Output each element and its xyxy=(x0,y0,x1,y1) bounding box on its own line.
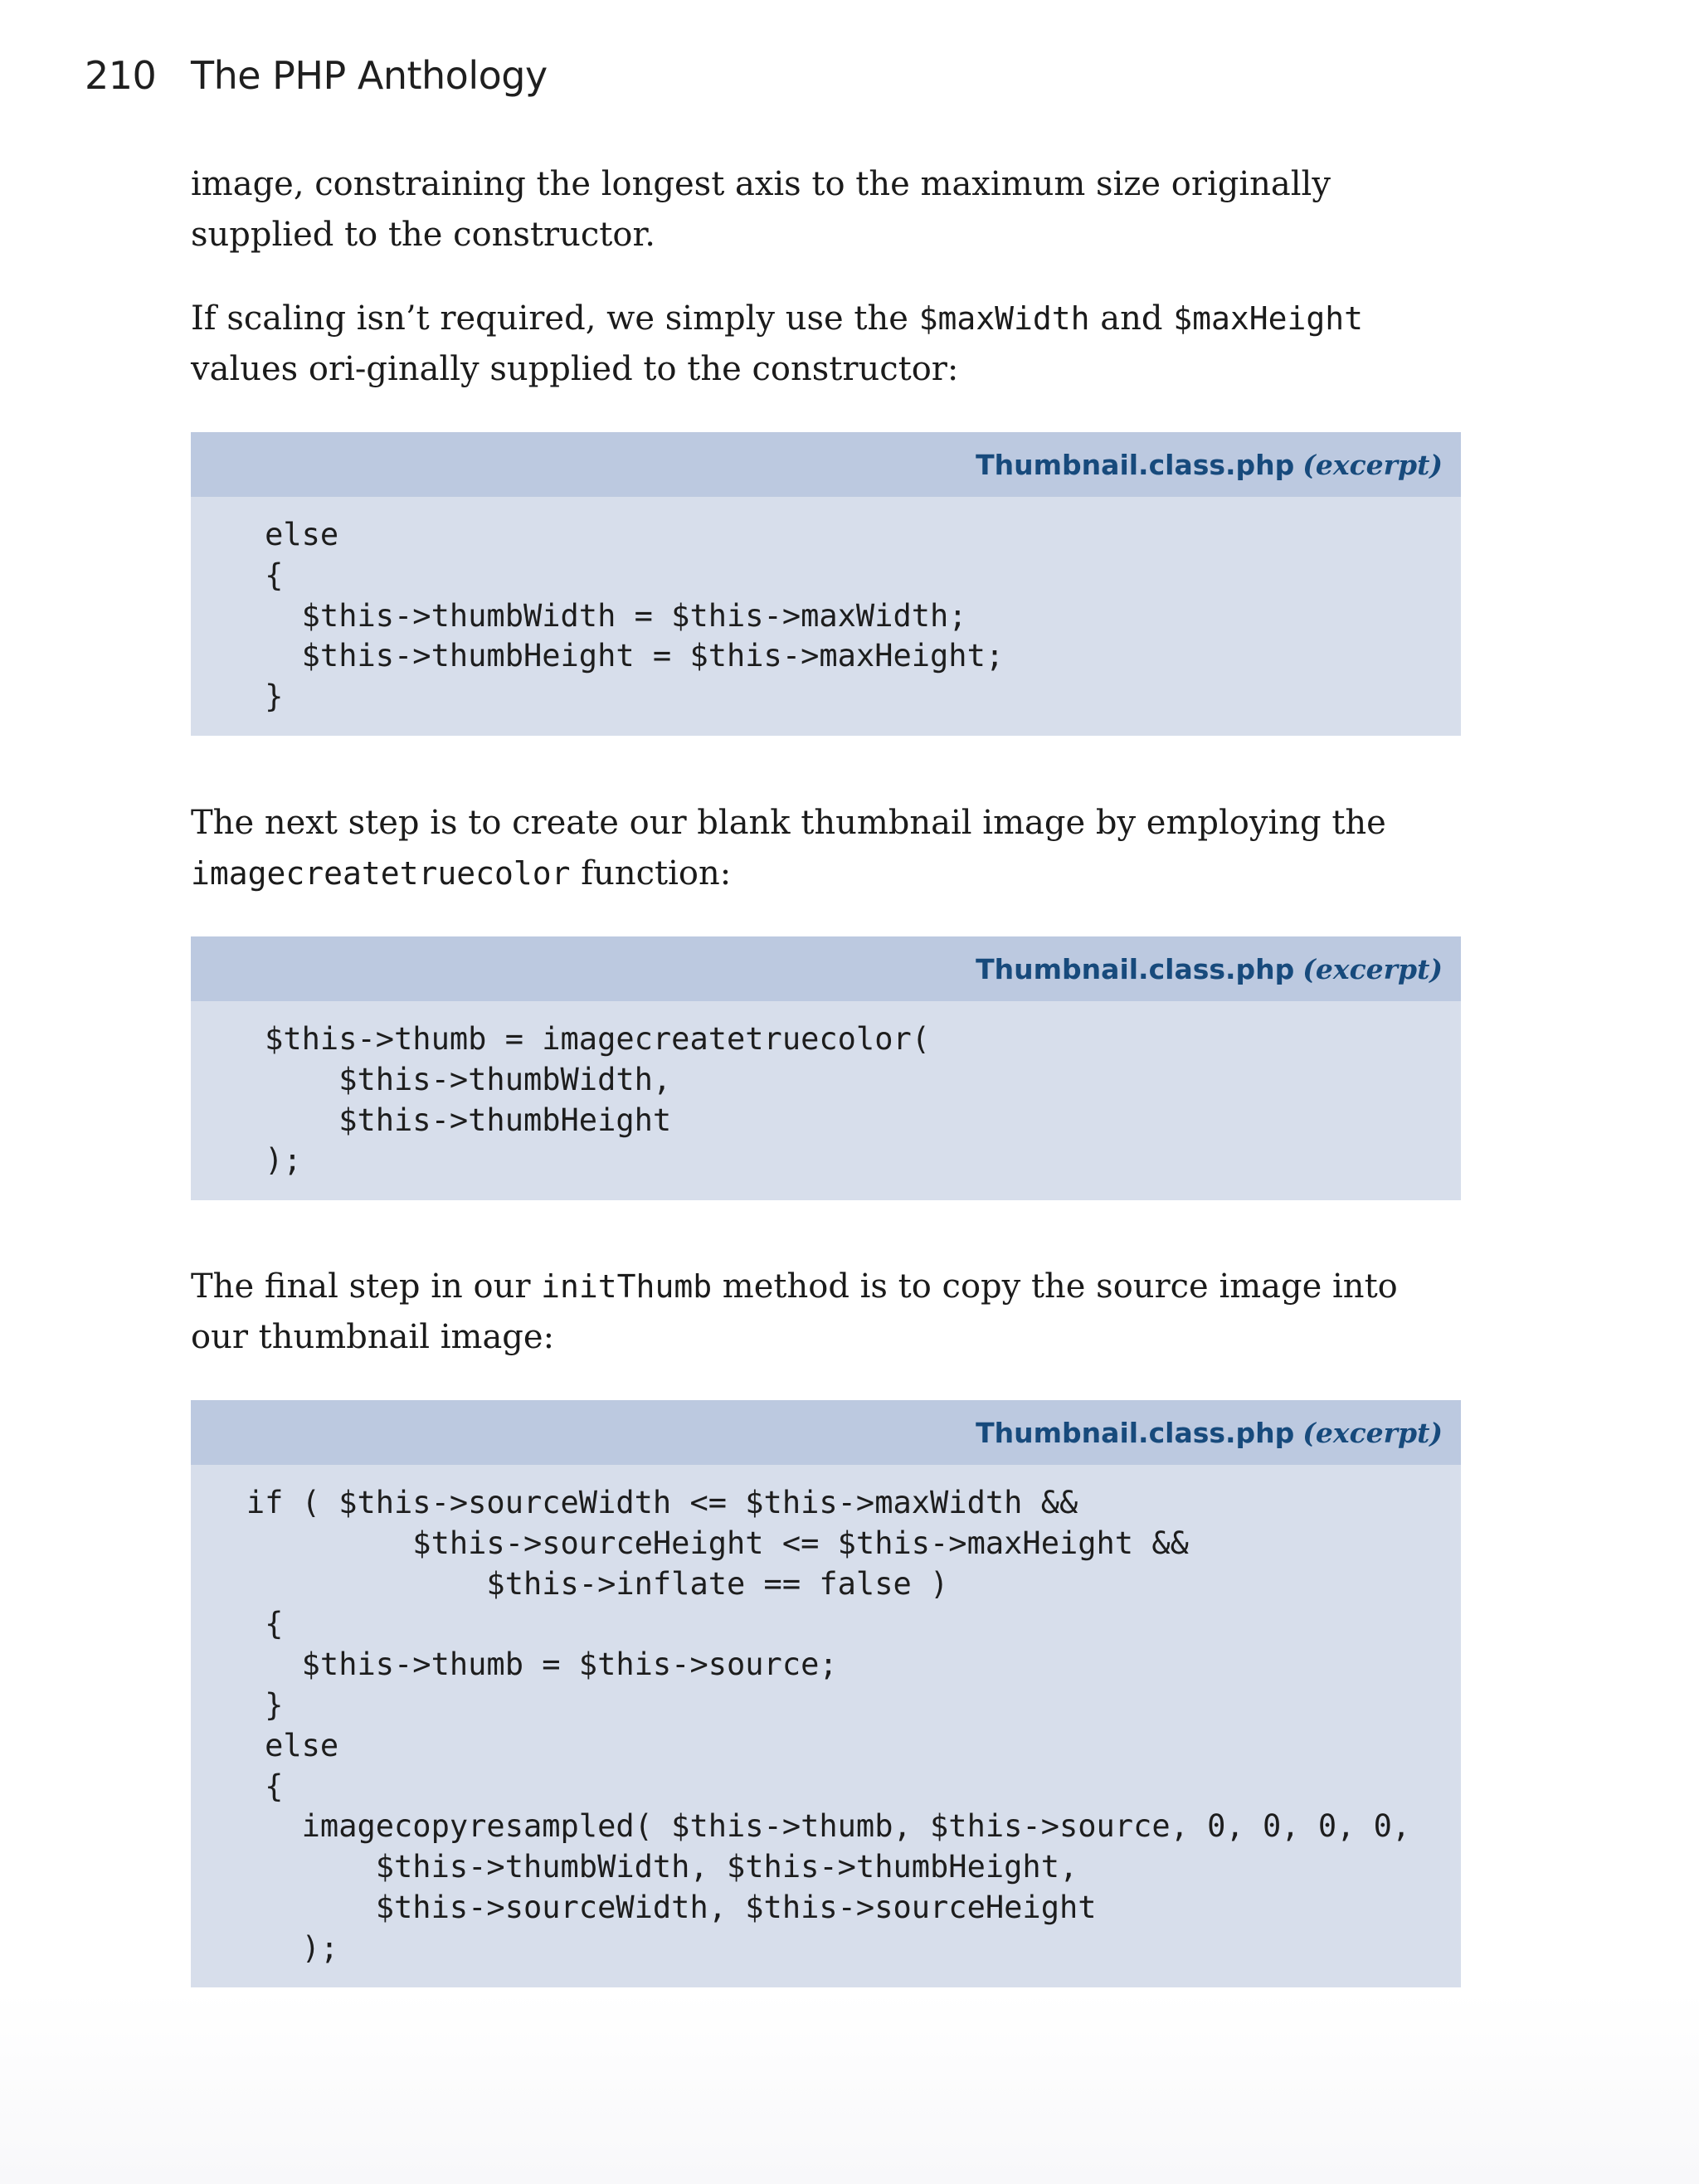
code-listing-2 xyxy=(191,936,1461,1200)
code-line: $this->thumb = imagecreatetruecolor( xyxy=(191,1021,931,1057)
code-listing-1 xyxy=(191,432,1461,736)
code-listing-body xyxy=(191,1465,1461,1986)
paragraph-4: The final step in our initThumb method is to copy the source image into our thumbnail image: xyxy=(191,1267,1398,1356)
code-listing-caption xyxy=(191,1400,1461,1465)
page-number: 210 xyxy=(85,53,157,98)
code-listing-3 xyxy=(191,1400,1461,1987)
code-line: $this->thumbWidth, $this->thumbHeight, xyxy=(191,1849,1078,1885)
running-header xyxy=(85,46,548,105)
paragraph-3: The next step is to create our blank thumbnail image by employing the imagecreatetruecolor function: xyxy=(191,804,1386,893)
caption-excerpt-note: (excerpt) xyxy=(1302,1416,1443,1449)
code-line: imagecopyresampled( $this->thumb, $this->source, 0, 0, 0, 0, xyxy=(191,1808,1411,1845)
code-line: $this->thumbWidth = $this->maxWidth; xyxy=(191,597,967,634)
paragraph-1: image, constraining the longest axis to the maximum size originally supplied to the constructor. xyxy=(191,165,1331,254)
code-line: $this->thumbHeight xyxy=(191,1102,672,1138)
inline-code-initthumb: initThumb xyxy=(541,1268,713,1305)
code-line: $this->inflate == false ) xyxy=(191,1565,949,1602)
caption-filename: Thumbnail.class.php xyxy=(976,1416,1295,1449)
caption-excerpt-note: (excerpt) xyxy=(1302,448,1443,481)
code-listing-caption xyxy=(191,936,1461,1001)
code-line: else xyxy=(191,517,339,552)
inline-code-maxheight: $maxHeight xyxy=(1173,300,1363,337)
code-line: } xyxy=(191,679,284,715)
code-listing-caption xyxy=(191,432,1461,497)
page-bottom-tint xyxy=(0,1991,1699,2184)
code-listing-body xyxy=(191,497,1461,734)
paragraph-2: If scaling isn’t required, we simply use the $maxWidth and $maxHeight values ori-ginally supplied to the constructor: xyxy=(191,299,1363,388)
code-line: $this->sourceHeight <= $this->maxHeight && xyxy=(191,1525,1189,1561)
code-line: { xyxy=(191,557,284,593)
caption-filename: Thumbnail.class.php xyxy=(976,448,1295,481)
code-line: ); xyxy=(191,1142,302,1179)
code-line: $this->sourceWidth, $this->sourceHeight xyxy=(191,1889,1097,1925)
code-line: $this->thumbWidth, xyxy=(191,1061,672,1097)
code-line: ); xyxy=(191,1929,339,1966)
caption-excerpt-note: (excerpt) xyxy=(1302,952,1443,985)
book-title: The PHP Anthology xyxy=(191,53,548,98)
code-line: { xyxy=(191,1606,284,1642)
code-line: else xyxy=(191,1727,339,1763)
code-listing-body xyxy=(191,1001,1461,1198)
inline-code-imagecreatetruecolor: imagecreatetruecolor xyxy=(191,855,571,892)
caption-filename: Thumbnail.class.php xyxy=(976,952,1295,985)
code-line: $this->thumb = $this->source; xyxy=(191,1647,838,1683)
code-line: { xyxy=(191,1768,284,1804)
code-line: if ( $this->sourceWidth <= $this->maxWidth && xyxy=(191,1485,1078,1520)
inline-code-maxwidth: $maxWidth xyxy=(918,300,1090,337)
code-line: } xyxy=(191,1686,284,1723)
code-line: $this->thumbHeight = $this->maxHeight; xyxy=(191,638,1005,674)
